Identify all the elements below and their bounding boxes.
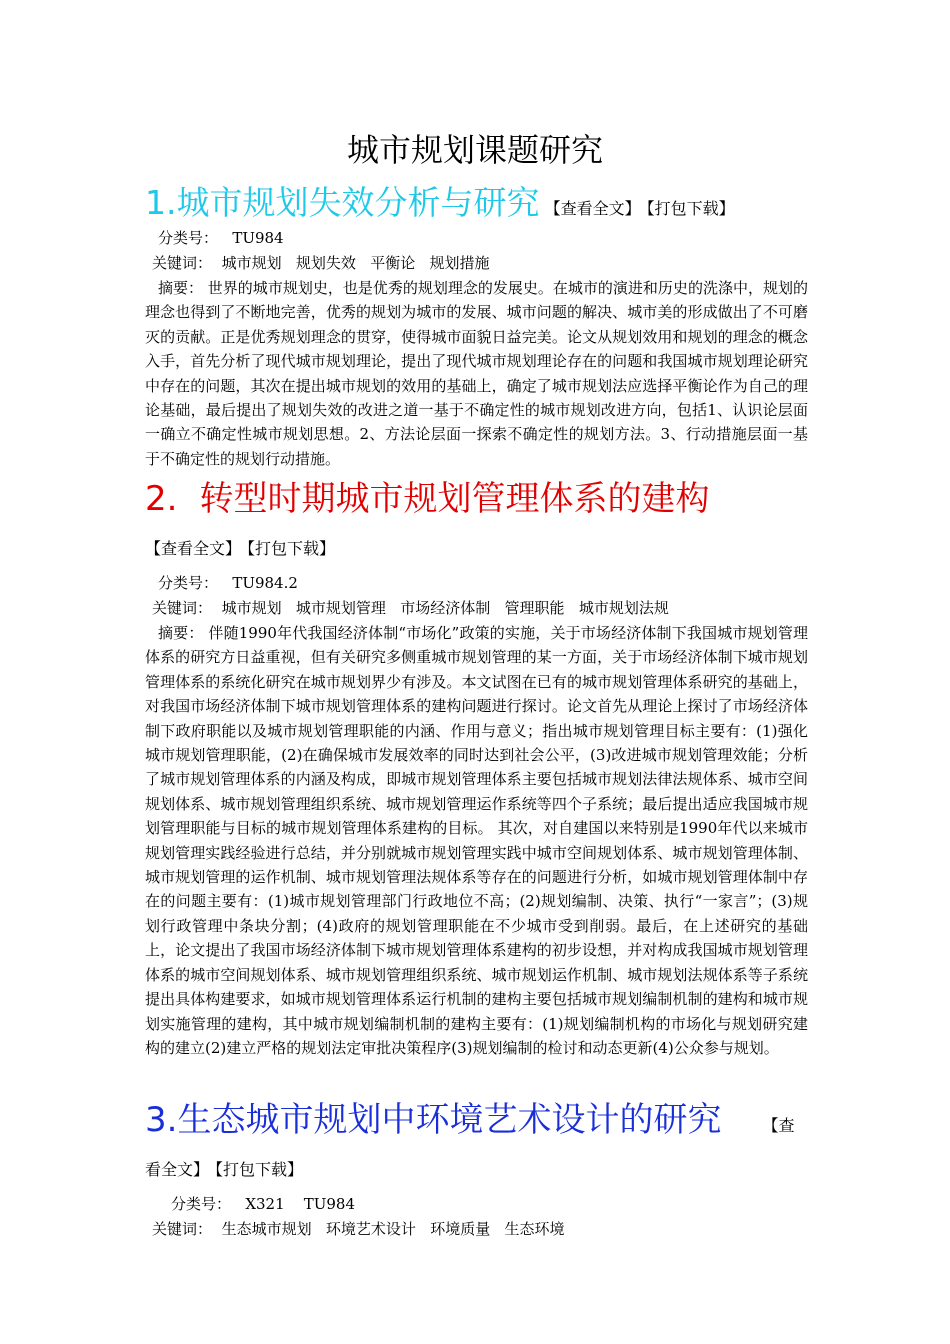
keyword: 规划措施	[429, 254, 490, 272]
keywords-label: 关键词：	[152, 254, 213, 272]
keywords-label: 关键词：	[152, 1220, 213, 1238]
section-2-abstract	[145, 621, 808, 1060]
keyword: 城市规划	[221, 599, 282, 617]
keyword: 城市规划	[221, 254, 282, 272]
section-3	[145, 1098, 808, 1242]
section-3-heading-line	[145, 1098, 808, 1192]
abstract-label: 摘要：	[158, 279, 204, 297]
section-1	[145, 180, 808, 471]
section-2-number: 2.	[145, 479, 178, 519]
section-2-title: 转型时期城市规划管理体系的建构	[199, 479, 710, 519]
abstract-label: 摘要：	[158, 624, 204, 642]
keyword: 生态城市规划	[221, 1220, 312, 1238]
classification-value: TU984.2	[232, 574, 298, 592]
section-2-view-full-link[interactable]: 【查看全文】	[145, 539, 242, 558]
section-2-heading-line	[145, 477, 808, 571]
section-1-number: 1.	[145, 183, 177, 222]
section-2-download-link[interactable]: 【打包下载】	[247, 539, 336, 558]
section-3-view-full-link[interactable]: 【查看全文】	[145, 1116, 795, 1179]
keyword: 平衡论	[370, 254, 416, 272]
section-1-view-full-link[interactable]: 【查看全文】	[544, 199, 641, 218]
section-2-keywords	[145, 596, 808, 621]
section-1-download-link[interactable]: 【打包下载】	[646, 199, 735, 218]
section-3-title: 生态城市规划中环境艺术设计的研究	[177, 1100, 722, 1140]
section-1-keywords	[145, 251, 808, 276]
section-1-classification	[145, 226, 808, 251]
keyword: 管理职能	[504, 599, 565, 617]
classification-label: 分类号：	[158, 574, 219, 592]
keyword: 城市规划管理	[295, 599, 386, 617]
section-3-keywords	[145, 1217, 808, 1242]
keyword: 市场经济体制	[400, 599, 491, 617]
keywords-label: 关键词：	[152, 599, 213, 617]
abstract-text: 伴随1990年代我国经济体制“市场化”政策的实施，关于市场经济体制下我国城市规划管理体系的研究方日益重视，但有关研究多侧重城市规划管理的某一方面，关于市场经济体制下城市规划管理体系的系统化研究在城市规划界少有涉及。本文试图在已有的城市规划管理体系研究的基础上，对我国市场经济体制下城市规划管理体系的建构问题进行探讨。论文首先从理论上探讨了市场经济体制下政府职能以及城市规划管理职能的内涵、作用与意义；指出城市规划管理目标主要有：(1)强化城市规划管理职能，(2)在确保城市发展效率的同时达到社会公平，(3)改进城市规划管理效能；分析了城市规划管理体系的内涵及构成，即城市规划管理体系主要包括城市规划法律法规体系、城市空间规划体系、城市规划管理组织系统、城市规划管理运作系统等四个子系统；最后提出适应我国城市规划管理职能与目标的城市规划管理体系建构的目标。 其次，对自建国以来特别是1990年代以来城市规划管理实践经验进行总结，并分别就城市规划管理实践中城市空间规划体系、城市规划管理体制、城市规划管理的运作机制、城市规划管理法规体系等存在的问题进行分析，如城市规划管理体制中存在的问题主要有：(1)城市规划管理部门行政地位不高；(2)规划编制、决策、执行“一家言”；(3)规划行政管理中条块分割；(4)政府的规划管理职能在不少城市受到削弱。最后，在上述研究的基础上，论文提出了我国市场经济体制下城市规划管理体系建构的初步设想，并对构成我国城市规划管理体系的城市空间规划体系、城市规划管理组织系统、城市规划运作机制、城市规划法规体系等子系统提出具体构建要求，如城市规划管理体系运行机制的建构主要包括城市规划编制机制的建构和城市规划实施管理的建构，其中城市规划编制机制的建构主要有：(1)规划编制机构的市场化与规划研究建构的建立(2)建立严格的规划法定审批决策程序(3)规划编制的检讨和动态更新(4)公众参与规划。	[145, 624, 808, 1057]
keyword: 规划失效	[295, 254, 356, 272]
classification-label: 分类号：	[158, 229, 219, 247]
section-1-abstract	[145, 276, 808, 471]
section-3-download-link[interactable]: 【打包下载】	[215, 1160, 304, 1179]
classification-label: 分类号：	[171, 1195, 232, 1213]
keyword: 城市规划法规	[578, 599, 669, 617]
document-title: 城市规划课题研究	[346, 131, 603, 169]
abstract-text: 世界的城市规划史，也是优秀的规划理念的发展史。在城市的演进和历史的洗涤中，规划的理念也得到了不断地完善，优秀的规划为城市的发展、城市问题的解决、城市美的形成做出了不可磨灭的贡献。正是优秀规划理念的贯穿，使得城市面貌日益完美。论文从规划效用和规划的理念的概念入手，首先分析了现代城市规划理论，提出了现代城市规划理论存在的问题和我国城市规划理论研究中存在的问题，其次在提出城市规划的效用的基础上，确定了城市规划法应选择平衡论作为自己的理论基础，最后提出了规划失效的改进之道一基于不确定性的城市规划改进方向，包括1、认识论层面一确立不确定性城市规划思想。2、方法论层面一探索不确定性的规划方法。3、行动措施层面一基于不确定性的规划行动措施。	[145, 279, 808, 468]
section-2	[145, 477, 808, 1060]
section-1-heading-line	[145, 180, 808, 226]
section-1-title: 城市规划失效分析与研究	[176, 183, 540, 222]
classification-value: TU984	[232, 229, 284, 247]
keyword: 环境艺术设计	[325, 1220, 416, 1238]
classification-value: X321 TU984	[245, 1195, 355, 1213]
keyword: 生态环境	[504, 1220, 565, 1238]
section-2-classification	[145, 571, 808, 596]
section-3-number: 3.	[145, 1100, 178, 1140]
section-3-classification	[145, 1192, 808, 1217]
keyword: 环境质量	[430, 1220, 491, 1238]
